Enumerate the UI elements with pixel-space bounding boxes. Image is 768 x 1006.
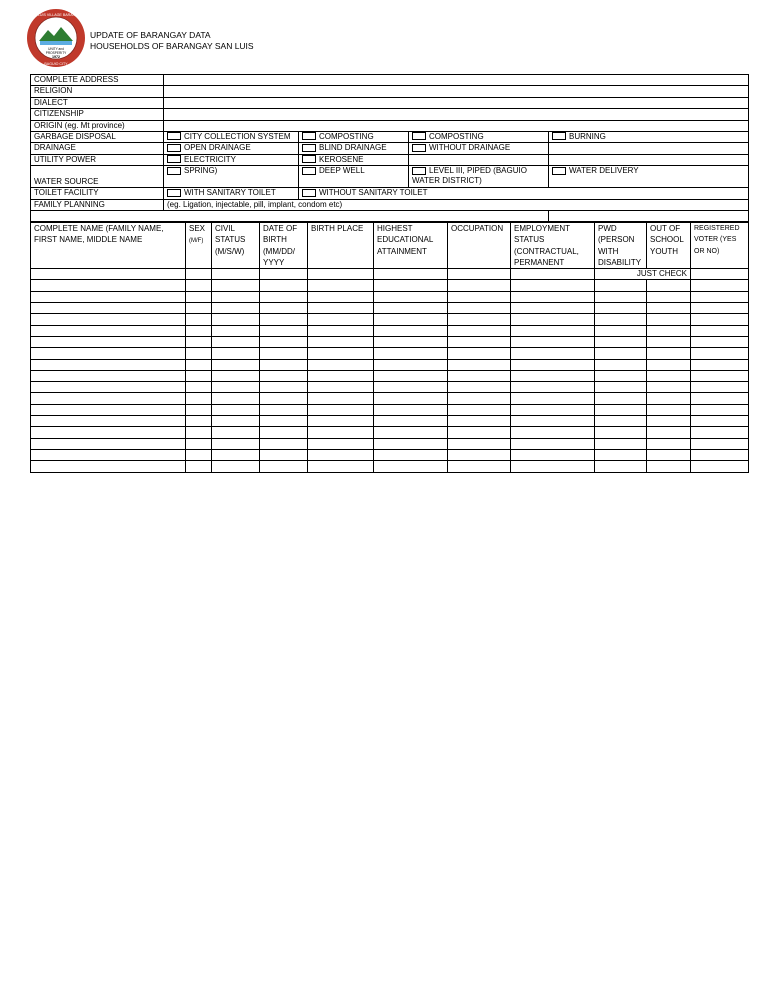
member-cell[interactable] [31, 416, 186, 427]
seal-year: 1972 [52, 55, 60, 59]
member-cell[interactable] [260, 280, 308, 291]
col-sex: SEX (M/F) [186, 223, 212, 269]
member-cell[interactable] [595, 303, 647, 314]
member-cell[interactable] [595, 382, 647, 393]
seal-ring-top: SAN LUIS VILLAGE BARANGAY [29, 13, 83, 17]
member-cell[interactable] [260, 291, 308, 302]
member-cell[interactable] [448, 291, 511, 302]
member-cell[interactable] [511, 291, 595, 302]
member-cell[interactable] [31, 303, 186, 314]
field-family-planning[interactable]: (eg. Ligation, injectable, pill, implant, condom etc) [164, 199, 749, 210]
member-cell[interactable] [31, 404, 186, 415]
member-row [31, 438, 749, 449]
member-cell[interactable] [448, 370, 511, 381]
member-cell[interactable] [691, 348, 749, 359]
col-pwd: PWD (PERSON WITH DISABILITY [595, 223, 647, 269]
member-cell[interactable] [374, 438, 448, 449]
member-cell[interactable] [212, 336, 260, 347]
row-religion [31, 86, 749, 97]
member-cell[interactable] [186, 416, 212, 427]
member-cell[interactable] [186, 303, 212, 314]
member-cell[interactable] [186, 382, 212, 393]
member-cell[interactable] [260, 438, 308, 449]
member-cell[interactable] [511, 427, 595, 438]
member-cell[interactable] [212, 280, 260, 291]
members-header-row [31, 223, 749, 269]
member-cell[interactable] [186, 404, 212, 415]
member-cell[interactable] [212, 404, 260, 415]
col-osy: OUT OF SCHOOL YOUTH [647, 223, 691, 269]
member-cell[interactable] [647, 280, 691, 291]
member-cell[interactable] [511, 370, 595, 381]
member-cell[interactable] [647, 359, 691, 370]
member-cell[interactable] [308, 303, 374, 314]
member-cell[interactable] [448, 336, 511, 347]
member-cell[interactable] [647, 382, 691, 393]
option-composting[interactable]: COMPOSTING [299, 131, 409, 142]
member-cell[interactable] [691, 325, 749, 336]
household-info-table [30, 74, 749, 222]
member-cell[interactable] [691, 314, 749, 325]
just-check-note: JUST CHECK [595, 269, 691, 280]
member-cell[interactable] [260, 382, 308, 393]
member-cell[interactable] [511, 303, 595, 314]
member-cell[interactable] [691, 438, 749, 449]
checkbox[interactable] [302, 189, 316, 197]
member-cell[interactable] [186, 393, 212, 404]
member-cell[interactable] [308, 325, 374, 336]
member-cell[interactable] [31, 461, 186, 472]
member-cell[interactable] [186, 370, 212, 381]
member-cell[interactable] [595, 404, 647, 415]
label-water: WATER SOURCE [31, 166, 164, 188]
member-cell[interactable] [186, 461, 212, 472]
checkbox[interactable] [167, 144, 181, 152]
member-cell[interactable] [31, 348, 186, 359]
member-cell[interactable] [448, 449, 511, 460]
member-cell[interactable] [647, 325, 691, 336]
member-cell[interactable] [448, 325, 511, 336]
option-composting-2[interactable]: COMPOSTING [409, 131, 549, 142]
row-water [31, 166, 749, 188]
member-cell[interactable] [31, 449, 186, 460]
member-cell[interactable] [691, 416, 749, 427]
member-cell[interactable] [374, 449, 448, 460]
member-cell[interactable] [647, 449, 691, 460]
member-cell[interactable] [448, 382, 511, 393]
member-cell[interactable] [647, 393, 691, 404]
label-complete-address: COMPLETE ADDRESS [31, 75, 164, 86]
member-cell[interactable] [212, 416, 260, 427]
row-blank-spacer [31, 210, 749, 221]
member-cell[interactable] [186, 291, 212, 302]
member-row [31, 427, 749, 438]
member-cell[interactable] [212, 438, 260, 449]
member-cell[interactable] [448, 404, 511, 415]
member-cell[interactable] [691, 336, 749, 347]
row-dialect [31, 97, 749, 108]
row-utility [31, 154, 749, 165]
member-cell[interactable] [308, 449, 374, 460]
member-cell[interactable] [595, 336, 647, 347]
member-cell[interactable] [691, 393, 749, 404]
member-cell[interactable] [691, 291, 749, 302]
household-members-table [30, 222, 749, 473]
member-cell[interactable] [595, 291, 647, 302]
member-cell[interactable] [511, 348, 595, 359]
member-cell[interactable] [212, 382, 260, 393]
member-cell[interactable] [374, 303, 448, 314]
member-cell[interactable] [374, 393, 448, 404]
member-cell[interactable] [212, 370, 260, 381]
member-cell[interactable] [647, 404, 691, 415]
member-cell[interactable] [511, 382, 595, 393]
member-cell[interactable] [308, 393, 374, 404]
member-cell[interactable] [31, 438, 186, 449]
empty-cell [31, 210, 549, 221]
member-cell[interactable] [448, 303, 511, 314]
option-burning[interactable]: BURNING [549, 131, 749, 142]
member-cell[interactable] [31, 325, 186, 336]
sex-note: (M/F) [189, 238, 204, 245]
member-cell[interactable] [212, 359, 260, 370]
member-cell[interactable] [31, 314, 186, 325]
member-cell[interactable] [511, 393, 595, 404]
member-cell[interactable] [647, 461, 691, 472]
member-cell[interactable] [448, 393, 511, 404]
member-cell[interactable] [691, 449, 749, 460]
member-cell[interactable] [186, 314, 212, 325]
member-cell[interactable] [31, 382, 186, 393]
member-cell[interactable] [374, 314, 448, 325]
checkbox[interactable] [552, 132, 566, 140]
member-cell[interactable] [260, 303, 308, 314]
header-title: UPDATE OF BARANGAY DATA [90, 30, 211, 40]
header-subtitle: HOUSEHOLDS OF BARANGAY SAN LUIS [90, 41, 254, 51]
field-complete-address[interactable] [164, 75, 749, 86]
member-row [31, 325, 749, 336]
member-cell[interactable] [511, 449, 595, 460]
checkbox[interactable] [167, 132, 181, 140]
member-cell[interactable] [595, 325, 647, 336]
option-with-sanitary[interactable]: WITH SANITARY TOILET [164, 188, 299, 199]
member-cell[interactable] [448, 280, 511, 291]
checkbox[interactable] [412, 132, 426, 140]
option-water-delivery[interactable]: WATER DELIVERY [549, 166, 749, 188]
member-cell[interactable] [691, 370, 749, 381]
member-row [31, 416, 749, 427]
member-cell[interactable] [186, 438, 212, 449]
field-dialect[interactable] [164, 97, 749, 108]
member-cell[interactable] [212, 461, 260, 472]
member-cell[interactable] [212, 348, 260, 359]
member-cell[interactable] [186, 280, 212, 291]
option-without-sanitary[interactable]: WITHOUT SANITARY TOILET [299, 188, 749, 199]
label-family-planning: FAMILY PLANNING [31, 199, 164, 210]
option-deep-well[interactable]: DEEP WELL [299, 166, 409, 188]
member-cell[interactable] [31, 291, 186, 302]
empty-cell [409, 154, 549, 165]
col-birth-place: BIRTH PLACE [308, 223, 374, 269]
member-cell[interactable] [374, 359, 448, 370]
label-utility: UTILITY POWER [31, 154, 164, 165]
checkbox[interactable] [552, 167, 566, 175]
member-cell[interactable] [308, 382, 374, 393]
empty-cell [549, 143, 749, 154]
option-city-collection[interactable]: CITY COLLECTION SYSTEM [164, 131, 299, 142]
member-cell[interactable] [186, 348, 212, 359]
member-cell[interactable] [374, 325, 448, 336]
member-row [31, 303, 749, 314]
member-row [31, 404, 749, 415]
member-cell[interactable] [308, 336, 374, 347]
member-cell[interactable] [31, 359, 186, 370]
member-cell[interactable] [374, 370, 448, 381]
member-cell[interactable] [260, 370, 308, 381]
option-without-drainage[interactable]: WITHOUT DRAINAGE [409, 143, 549, 154]
member-cell[interactable] [308, 461, 374, 472]
member-cell[interactable] [31, 280, 186, 291]
member-cell[interactable] [260, 359, 308, 370]
member-row [31, 291, 749, 302]
member-cell[interactable] [374, 280, 448, 291]
checkbox[interactable] [302, 144, 316, 152]
member-cell[interactable] [186, 359, 212, 370]
member-cell[interactable] [308, 314, 374, 325]
member-row [31, 382, 749, 393]
checkbox[interactable] [412, 167, 426, 175]
member-cell[interactable] [308, 370, 374, 381]
member-cell[interactable] [691, 280, 749, 291]
member-cell[interactable] [212, 291, 260, 302]
member-cell[interactable] [691, 382, 749, 393]
member-row [31, 336, 749, 347]
member-cell[interactable] [448, 438, 511, 449]
member-cell[interactable] [511, 416, 595, 427]
member-cell[interactable] [595, 370, 647, 381]
member-cell[interactable] [647, 336, 691, 347]
field-origin[interactable] [164, 120, 749, 131]
row-origin [31, 120, 749, 131]
member-cell[interactable] [595, 416, 647, 427]
member-cell[interactable] [595, 314, 647, 325]
option-level-3[interactable]: LEVEL III, PIPED (BAGUIO WATER DISTRICT) [409, 166, 549, 188]
member-cell[interactable] [448, 461, 511, 472]
option-kerosene[interactable]: KEROSENE [299, 154, 409, 165]
form-header [90, 30, 254, 52]
col-employment: EMPLOYMENT STATUS (CONTRACTUAL, PERMANENT [511, 223, 595, 269]
member-cell[interactable] [691, 303, 749, 314]
member-cell[interactable] [374, 348, 448, 359]
member-cell[interactable] [374, 427, 448, 438]
member-cell[interactable] [691, 461, 749, 472]
member-cell[interactable] [647, 427, 691, 438]
member-cell[interactable] [374, 404, 448, 415]
col-education: HIGHEST EDUCATIONAL ATTAINMENT [374, 223, 448, 269]
member-cell[interactable] [260, 427, 308, 438]
member-cell[interactable] [308, 291, 374, 302]
member-cell[interactable] [511, 314, 595, 325]
member-cell[interactable] [511, 461, 595, 472]
members-note-row [31, 269, 749, 280]
member-cell[interactable] [511, 359, 595, 370]
member-cell[interactable] [595, 359, 647, 370]
member-row [31, 280, 749, 291]
member-cell[interactable] [212, 325, 260, 336]
member-cell[interactable] [647, 348, 691, 359]
checkbox[interactable] [302, 155, 316, 163]
member-cell[interactable] [448, 348, 511, 359]
empty-cell [549, 210, 749, 221]
member-cell[interactable] [374, 382, 448, 393]
col-occupation: OCCUPATION [448, 223, 511, 269]
member-cell[interactable] [595, 449, 647, 460]
member-cell[interactable] [448, 416, 511, 427]
member-cell[interactable] [647, 291, 691, 302]
member-cell[interactable] [308, 427, 374, 438]
member-cell[interactable] [448, 314, 511, 325]
member-cell[interactable] [31, 393, 186, 404]
member-row [31, 348, 749, 359]
member-cell[interactable] [448, 359, 511, 370]
col-civil-status: CIVIL STATUS (M/S/W) [212, 223, 260, 269]
member-cell[interactable] [647, 314, 691, 325]
row-drainage [31, 143, 749, 154]
member-cell[interactable] [260, 449, 308, 460]
member-cell[interactable] [260, 416, 308, 427]
member-row [31, 461, 749, 472]
member-cell[interactable] [511, 280, 595, 291]
member-cell[interactable] [212, 314, 260, 325]
member-cell[interactable] [595, 393, 647, 404]
member-cell[interactable] [595, 280, 647, 291]
row-citizenship [31, 109, 749, 120]
label-garbage: GARBAGE DISPOSAL [31, 131, 164, 142]
empty-cell [549, 154, 749, 165]
member-cell[interactable] [186, 336, 212, 347]
member-cell[interactable] [260, 404, 308, 415]
member-cell[interactable] [308, 280, 374, 291]
member-cell[interactable] [31, 336, 186, 347]
member-cell[interactable] [31, 427, 186, 438]
member-cell[interactable] [374, 336, 448, 347]
member-cell[interactable] [260, 461, 308, 472]
member-cell[interactable] [647, 370, 691, 381]
member-cell[interactable] [186, 325, 212, 336]
member-cell[interactable] [691, 427, 749, 438]
row-garbage [31, 131, 749, 142]
seal-ring-bottom: BAGUIO CITY [44, 62, 68, 66]
option-spring[interactable]: SPRING) [164, 166, 299, 188]
seal-motto-2: PROSPERITY [45, 51, 67, 55]
field-religion[interactable] [164, 86, 749, 97]
col-date-of-birth: DATE OF BIRTH (MM/DD/ YYYY [260, 223, 308, 269]
member-cell[interactable] [212, 449, 260, 460]
member-cell[interactable] [511, 336, 595, 347]
checkbox[interactable] [302, 132, 316, 140]
member-cell[interactable] [308, 416, 374, 427]
field-citizenship[interactable] [164, 109, 749, 120]
member-row [31, 314, 749, 325]
member-cell[interactable] [647, 416, 691, 427]
seal-motto-1: UNITY and [48, 47, 64, 51]
col-complete-name: COMPLETE NAME (FAMILY NAME, FIRST NAME, MIDDLE NAME [31, 223, 186, 269]
member-cell[interactable] [374, 291, 448, 302]
member-cell[interactable] [647, 303, 691, 314]
member-cell[interactable] [212, 427, 260, 438]
member-cell[interactable] [595, 348, 647, 359]
member-cell[interactable] [212, 303, 260, 314]
member-cell[interactable] [31, 370, 186, 381]
option-blind-drainage[interactable]: BLIND DRAINAGE [299, 143, 409, 154]
member-cell[interactable] [691, 404, 749, 415]
member-cell[interactable] [511, 438, 595, 449]
label-drainage: DRAINAGE [31, 143, 164, 154]
row-complete-address [31, 75, 749, 86]
member-cell[interactable] [374, 416, 448, 427]
label-toilet: TOILET FACILITY [31, 188, 164, 199]
member-cell[interactable] [260, 393, 308, 404]
member-cell[interactable] [448, 427, 511, 438]
member-row [31, 359, 749, 370]
member-cell[interactable] [308, 348, 374, 359]
member-cell[interactable] [212, 393, 260, 404]
member-cell[interactable] [511, 325, 595, 336]
member-cell[interactable] [308, 404, 374, 415]
label-religion: RELIGION [31, 86, 164, 97]
member-cell[interactable] [260, 348, 308, 359]
member-cell[interactable] [595, 427, 647, 438]
member-cell[interactable] [595, 438, 647, 449]
member-cell[interactable] [186, 449, 212, 460]
option-open-drainage[interactable]: OPEN DRAINAGE [164, 143, 299, 154]
checkbox[interactable] [167, 155, 181, 163]
member-row [31, 449, 749, 460]
label-citizenship: CITIZENSHIP [31, 109, 164, 120]
checkbox[interactable] [167, 189, 181, 197]
checkbox[interactable] [302, 167, 316, 175]
member-cell[interactable] [511, 404, 595, 415]
checkbox[interactable] [412, 144, 426, 152]
member-row [31, 370, 749, 381]
member-cell[interactable] [595, 461, 647, 472]
member-cell[interactable] [186, 427, 212, 438]
member-cell[interactable] [308, 438, 374, 449]
label-origin: ORIGIN (eg. Mt province) [31, 120, 164, 131]
member-cell[interactable] [647, 438, 691, 449]
member-cell[interactable] [374, 461, 448, 472]
member-cell[interactable] [260, 314, 308, 325]
member-cell[interactable] [260, 336, 308, 347]
member-rows [31, 280, 749, 472]
member-cell[interactable] [308, 359, 374, 370]
checkbox[interactable] [167, 167, 181, 175]
member-row [31, 393, 749, 404]
label-dialect: DIALECT [31, 97, 164, 108]
option-electricity[interactable]: ELECTRICITY [164, 154, 299, 165]
member-cell[interactable] [691, 359, 749, 370]
col-registered-voter: REGISTERED VOTER (YES OR NO) [691, 223, 749, 269]
member-cell[interactable] [260, 325, 308, 336]
row-family-planning [31, 199, 749, 210]
row-toilet [31, 188, 749, 199]
barangay-seal-logo [26, 8, 86, 68]
